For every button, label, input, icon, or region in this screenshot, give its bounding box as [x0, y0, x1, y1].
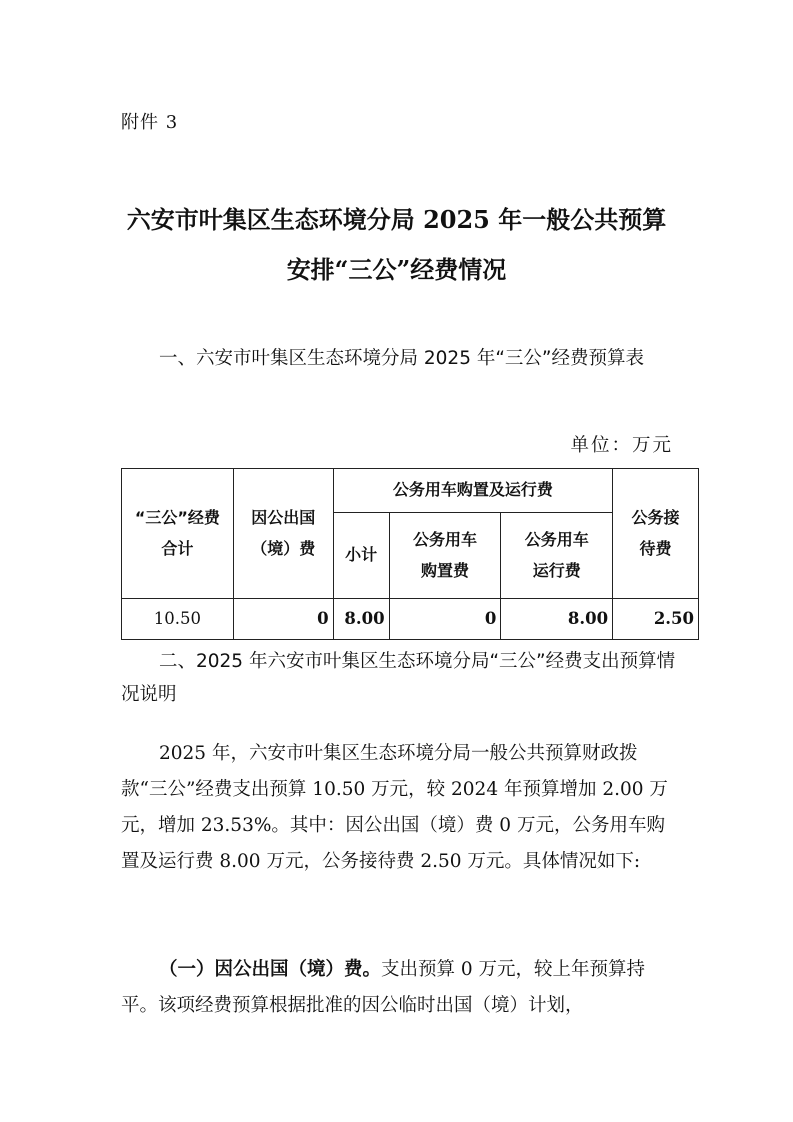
value-total: 10.50 [122, 599, 234, 640]
document-title-line1: 六安市叶集区生态环境分局 2025 年一般公共预算 [126, 205, 667, 234]
value-subtotal: 8.00 [333, 599, 389, 640]
paragraph-summary: 2025 年，六安市叶集区生态环境分局一般公共预算财政拨款“三公”经费支出预算 10.50 万元，较 2024 年预算增加 2.00 万元，增加 23.53%。其中：因公出国（境）费 0 万元，公务用车购置及运行费 8.00 万元，公务接待费 2.50 万元。具体情况如下: [121, 743, 668, 872]
header-vehicle-purchase: 公务用车购置费 [389, 513, 501, 599]
table-row [122, 599, 699, 640]
budget-table [121, 468, 699, 640]
header-vehicle-group: 公务用车购置及运行费 [333, 469, 612, 513]
header-vehicle-operation: 公务用车运行费 [501, 513, 613, 599]
header-subtotal: 小计 [333, 513, 389, 599]
value-reception: 2.50 [613, 599, 699, 640]
value-vehicle-operation: 8.00 [501, 599, 613, 640]
value-vehicle-purchase: 0 [389, 599, 501, 640]
attachment-label: 附件 3 [121, 112, 179, 133]
header-abroad: 因公出国（境）费 [233, 469, 333, 599]
section2-heading: 二、2025 年六安市叶集区生态环境分局“三公”经费支出预算情况说明 [121, 651, 676, 705]
document-title-line2: 安排“三公”经费情况 [286, 255, 507, 284]
value-abroad: 0 [233, 599, 333, 640]
paragraph-abroad-lead: （一）因公出国（境）费。 [159, 959, 382, 980]
header-reception: 公务接待费 [613, 469, 699, 599]
unit-label: 单位：万元 [570, 435, 673, 456]
paragraph-abroad [121, 952, 681, 1024]
header-total: “三公”经费合计 [122, 469, 234, 599]
paragraph-abroad-body: 支出预算 0 万元，较上年预算持平。该项经费预算根据批准的因公临时出国（境）计划， [121, 959, 646, 1016]
section1-heading: 一、六安市叶集区生态环境分局 2025 年“三公”经费预算表 [159, 348, 645, 369]
